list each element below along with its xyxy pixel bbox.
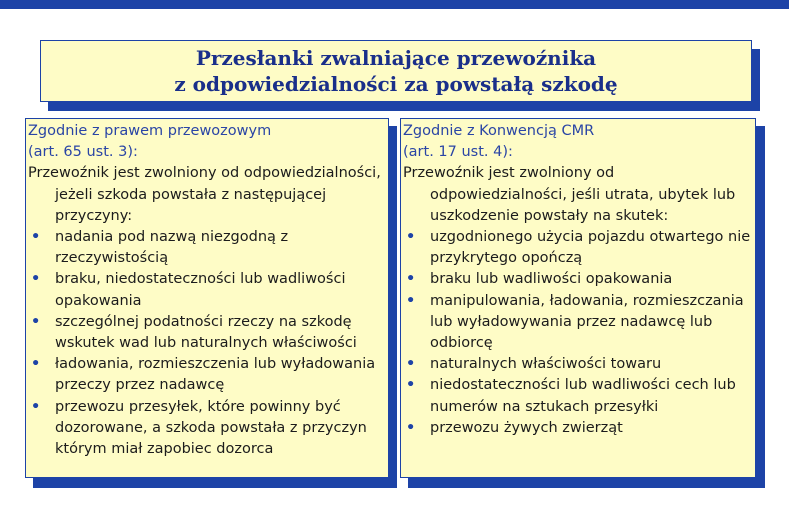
bullet-icon: • [406, 292, 416, 309]
top-accent-bar [0, 0, 789, 9]
left-column-transport-law [25, 118, 389, 478]
right-heading-line-2: (art. 17 ust. 4): [403, 144, 513, 161]
title-box [40, 40, 752, 102]
list-item-text: manipulowania, ładowania, rozmieszczania lub wyładowywania przez nadawcę lub odbiorcę [430, 292, 744, 352]
left-intro-text: Przewoźnik jest zwolniony od odpowiedzialności, jeżeli szkoda powstała z następującej przyczyny: [28, 165, 381, 224]
list-item-text: nadania pod nazwą niezgodną z rzeczywistością [55, 229, 289, 267]
list-item-text: przewozu przesyłek, które powinny być dozorowane, a szkoda powstała z przyczyn którym miał zapobiec dozorca [55, 398, 367, 458]
list-item [403, 227, 755, 269]
bullet-icon: • [406, 271, 416, 288]
bullet-icon: • [31, 356, 41, 373]
list-item-text: braku, niedostateczności lub wadliwości opakowania [55, 271, 346, 309]
list-item-text: przewozu żywych zwierząt [430, 419, 623, 436]
right-heading-line-1: Zgodnie z Konwencją CMR [403, 123, 595, 139]
list-item-text: szczególnej podatności rzeczy na szkodę wskutek wad lub naturalnych właściwości [55, 313, 357, 352]
list-item [403, 418, 755, 439]
right-bullet-list [403, 227, 755, 439]
page-title-line-2: z odpowiedzialności za powstałą szkodę [174, 72, 618, 96]
bullet-icon: • [31, 271, 41, 288]
bullet-icon: • [406, 356, 416, 373]
list-item [403, 354, 755, 375]
list-item [28, 312, 388, 354]
bullet-icon: • [406, 377, 416, 394]
left-heading-line-2: (art. 65 ust. 3): [28, 144, 138, 161]
list-item [28, 227, 388, 269]
left-bullet-list [28, 227, 388, 460]
list-item [403, 269, 755, 290]
bullet-icon: • [31, 398, 41, 415]
list-item [28, 269, 388, 311]
list-item-text: ładowania, rozmieszczenia lub wyładowania przeczy przez nadawcę [55, 356, 376, 394]
list-item [28, 397, 388, 461]
bullet-icon: • [31, 229, 41, 246]
list-item-text: naturalnych właściwości towaru [430, 356, 662, 373]
bullet-icon: • [31, 313, 41, 330]
list-item-text: braku lub wadliwości opakowania [430, 271, 673, 288]
list-item [403, 291, 755, 355]
list-item [28, 354, 388, 396]
list-item [403, 375, 755, 417]
list-item-text: niedostateczności lub wadliwości cech lub numerów na sztukach przesyłki [430, 377, 736, 415]
bullet-icon: • [406, 419, 416, 436]
right-column-cmr-convention [400, 118, 756, 478]
page-title-line-1: Przesłanki zwalniające przewoźnika [195, 46, 597, 70]
left-heading-line-1: Zgodnie z prawem przewozowym [28, 123, 272, 139]
right-intro-text: Przewoźnik jest zwolniony od odpowiedzialności, jeśli utrata, ubytek lub uszkodzenie powstały na skutek: [403, 165, 736, 224]
list-item-text: uzgodnionego użycia pojazdu otwartego nie przykrytego opończą [430, 229, 751, 267]
bullet-icon: • [406, 229, 416, 246]
